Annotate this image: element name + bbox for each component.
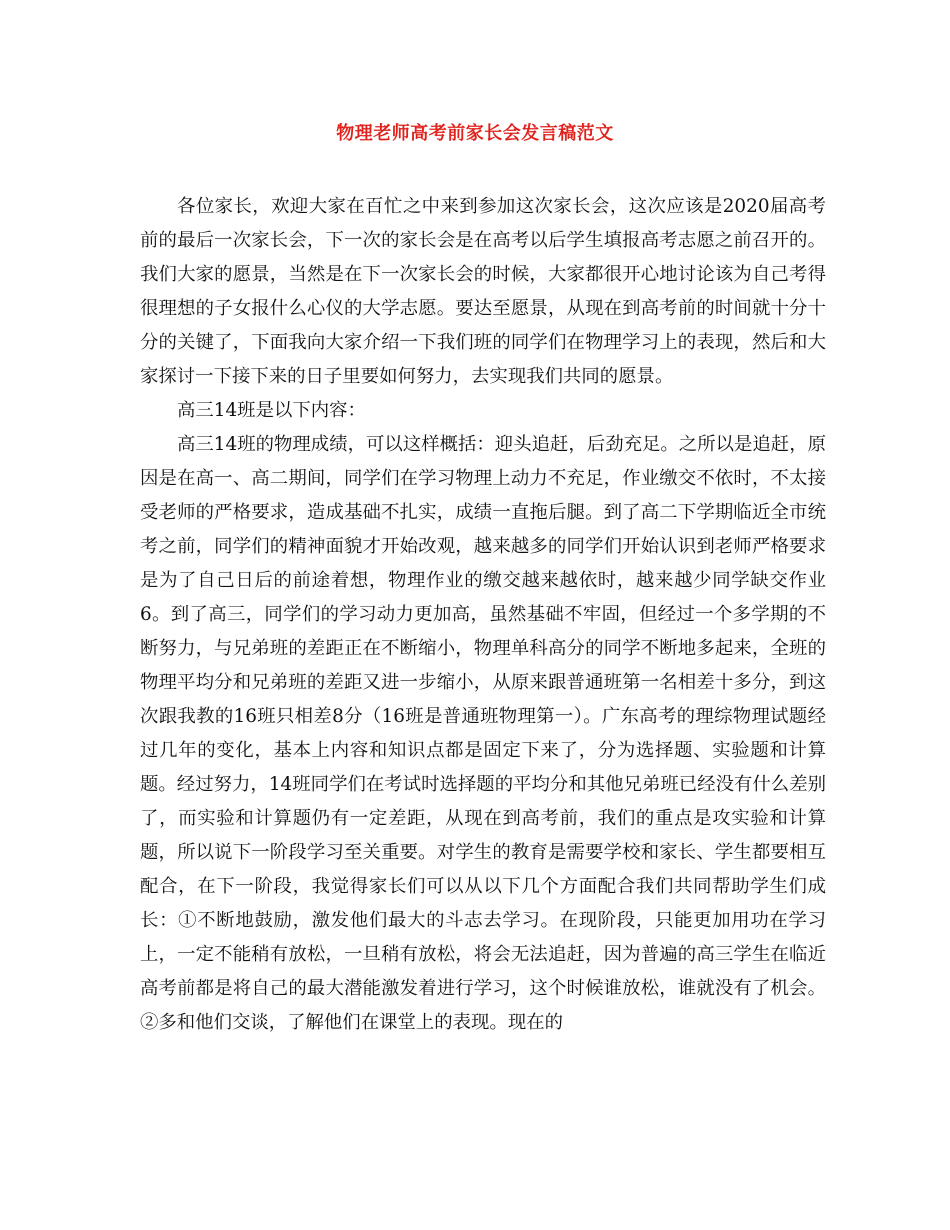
paragraph-class-performance: 高三14班的物理成绩，可以这样概括：迎头追赶，后劲充足。之所以是追赶，原因是在高一、高二期间，同学们在学习物理上动力不充足，作业缴交不依时，不太接受老师的严格要求，造成基础不扎实，成绩一直拖后腿。到了高二下学期临近全市统考之前，同学们的精神面貌才开始改观，越来越多的同学们开始认识到老师严格要求是为了自己日后的前途着想，物理作业的缴交越来越依时，越来越少同学缺交作业6。到了高三，同学们的学习动力更加高，虽然基础不牢固，但经过一个多学期的不断努力，与兄弟班的差距正在不断缩小，物理单科高分的同学不断地多起来，全班的物理平均分和兄弟班的差距又进一步缩小，从原来跟普通班第一名相差十多分，到这次跟我教的16班只相差8分（16班是普通班物理第一）。广东高考的理综物理试题经过几年的变化，基本上内容和知识点都是固定下来了，分为选择题、实验题和计算题。经过努力，14班同学们在考试时选择题的平均分和其他兄弟班已经没有什么差别了，而实验和计算题仍有一定差距，从现在到高考前，我们的重点是攻实验和计算题，所以说下一阶段学习至关重要。对学生的教育是需要学校和家长、学生都要相互配合，在下一阶段，我觉得家长们可以从以下几个方面配合我们共同帮助学生们成长：①不断地鼓励，激发他们最大的斗志去学习。在现阶段，只能更加用功在学习上，一定不能稍有放松，一旦稍有放松，将会无法追赶，因为普遍的高三学生在临近高考前都是将自己的最大潜能激发着进行学习，这个时候谁放松，谁就没有了机会。②多和他们交谈，了解他们在课堂上的表现。现在的 xyxy=(140,434,826,1033)
paragraph-greeting: 各位家长，欢迎大家在百忙之中来到参加这次家长会，这次应该是2020届高考前的最后一次家长会，下一次的家长会是在高考以后学生填报高考志愿之前召开的。我们大家的愿景，当然是在下一次家长会的时候，大家都很开心地讨论该为自己考得很理想的子女报什么心仪的大学志愿。要达至愿景，从现在到高考前的时间就十分十分的关键了，下面我向大家介绍一下我们班的同学们在物理学习上的表现，然后和大家探讨一下接下来的日子里要如何努力，去实现我们共同的愿景。 xyxy=(140,196,826,387)
document-body xyxy=(140,190,826,1040)
paragraph-class-intro: 高三14班是以下内容： xyxy=(177,400,366,421)
page-title: 物理老师高考前家长会发言稿范文 xyxy=(336,123,614,144)
